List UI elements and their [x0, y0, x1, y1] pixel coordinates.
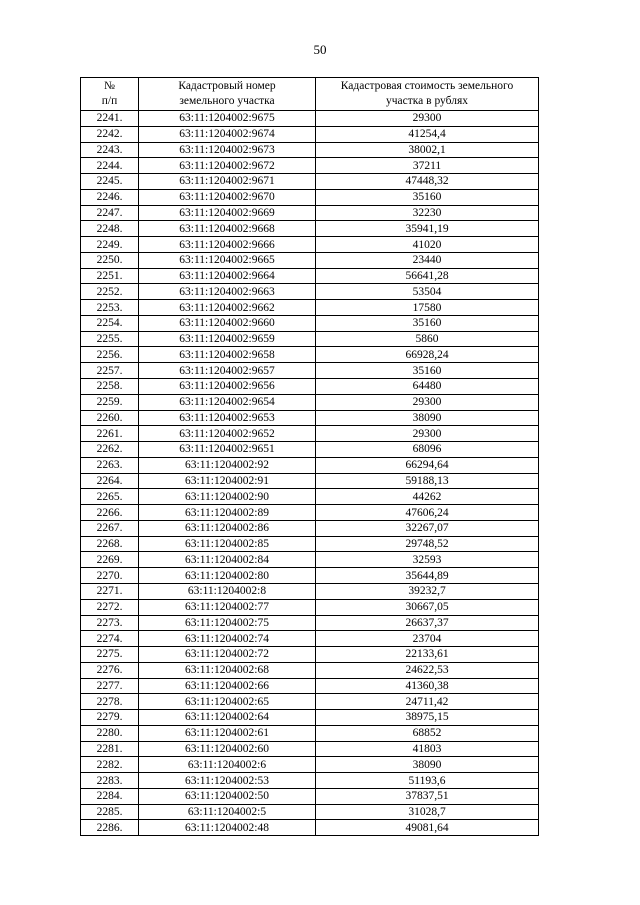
row-number-cell: 2254.: [81, 315, 139, 331]
cadastral-value-cell: 64480: [316, 379, 539, 395]
row-number-cell: 2262.: [81, 442, 139, 458]
cadastral-number-cell: 63:11:1204002:9663: [139, 284, 316, 300]
table-row: [81, 300, 539, 316]
row-number-cell: 2278.: [81, 694, 139, 710]
row-number-cell: 2282.: [81, 757, 139, 773]
cadastral-value-cell: 44262: [316, 489, 539, 505]
cadastral-value-cell: 29748,52: [316, 536, 539, 552]
row-number-cell: 2250.: [81, 252, 139, 268]
cadastral-value-cell: 32267,07: [316, 520, 539, 536]
table-row: [81, 410, 539, 426]
table-row: [81, 457, 539, 473]
cadastral-value-cell: 24711,42: [316, 694, 539, 710]
cadastral-number-cell: 63:11:1204002:84: [139, 552, 316, 568]
header-cell-cadastral-number: [139, 78, 316, 111]
table-row: [81, 631, 539, 647]
header-cell-cadastral-value: [316, 78, 539, 111]
row-number-cell: 2285.: [81, 804, 139, 820]
cadastral-value-cell: 35941,19: [316, 221, 539, 237]
cadastral-value-cell: 59188,13: [316, 473, 539, 489]
cadastral-value-cell: 41020: [316, 237, 539, 253]
table-row: [81, 647, 539, 663]
row-number-cell: 2277.: [81, 678, 139, 694]
table-header: [81, 78, 539, 111]
table-row: [81, 268, 539, 284]
row-number-cell: 2246.: [81, 189, 139, 205]
row-number-cell: 2257.: [81, 363, 139, 379]
cadastral-number-cell: 63:11:1204002:90: [139, 489, 316, 505]
table-body: [81, 111, 539, 836]
row-number-cell: 2286.: [81, 820, 139, 836]
cadastral-value-cell: 68096: [316, 442, 539, 458]
table-row: [81, 252, 539, 268]
table-row: [81, 725, 539, 741]
cadastral-number-cell: 63:11:1204002:9662: [139, 300, 316, 316]
header-cell-number: [81, 78, 139, 111]
cadastral-value-cell: 56641,28: [316, 268, 539, 284]
cadastral-number-cell: 63:11:1204002:48: [139, 820, 316, 836]
row-number-cell: 2264.: [81, 473, 139, 489]
page-number: 50: [313, 42, 327, 57]
cadastral-value-cell: 5860: [316, 331, 539, 347]
table-row: [81, 363, 539, 379]
row-number-cell: 2242.: [81, 126, 139, 142]
cadastral-value-cell: 23440: [316, 252, 539, 268]
cadastral-number-cell: 63:11:1204002:9672: [139, 158, 316, 174]
row-number-cell: 2261.: [81, 426, 139, 442]
row-number-cell: 2267.: [81, 520, 139, 536]
cadastral-value-table: [80, 77, 539, 836]
cadastral-number-cell: 63:11:1204002:61: [139, 725, 316, 741]
cadastral-number-cell: 63:11:1204002:9668: [139, 221, 316, 237]
table-row: [81, 442, 539, 458]
cadastral-number-cell: 63:11:1204002:9666: [139, 237, 316, 253]
table-row: [81, 379, 539, 395]
cadastral-number-cell: 63:11:1204002:9653: [139, 410, 316, 426]
cadastral-value-cell: 26637,37: [316, 615, 539, 631]
cadastral-number-cell: 63:11:1204002:53: [139, 773, 316, 789]
cadastral-value-cell: 49081,64: [316, 820, 539, 836]
cadastral-value-cell: 35160: [316, 189, 539, 205]
header-line: №: [104, 80, 115, 92]
cadastral-value-cell: 41803: [316, 741, 539, 757]
table-row: [81, 757, 539, 773]
row-number-cell: 2247.: [81, 205, 139, 221]
table-row: [81, 552, 539, 568]
cadastral-number-cell: 63:11:1204002:65: [139, 694, 316, 710]
table-row: [81, 473, 539, 489]
cadastral-number-cell: 63:11:1204002:68: [139, 662, 316, 678]
header-line: Кадастровая стоимость земельного: [340, 80, 514, 92]
cadastral-value-cell: 47606,24: [316, 505, 539, 521]
cadastral-number-cell: 63:11:1204002:9652: [139, 426, 316, 442]
table-row: [81, 710, 539, 726]
row-number-cell: 2270.: [81, 568, 139, 584]
table-row: [81, 583, 539, 599]
table-row: [81, 694, 539, 710]
table-row: [81, 520, 539, 536]
table-row: [81, 315, 539, 331]
cadastral-number-cell: 63:11:1204002:9658: [139, 347, 316, 363]
row-number-cell: 2279.: [81, 710, 139, 726]
row-number-cell: 2269.: [81, 552, 139, 568]
table-row: [81, 820, 539, 836]
table-row: [81, 347, 539, 363]
row-number-cell: 2268.: [81, 536, 139, 552]
table-row: [81, 142, 539, 158]
table-row: [81, 237, 539, 253]
cadastral-value-cell: 37837,51: [316, 788, 539, 804]
row-number-cell: 2273.: [81, 615, 139, 631]
cadastral-number-cell: 63:11:1204002:85: [139, 536, 316, 552]
cadastral-number-cell: 63:11:1204002:9664: [139, 268, 316, 284]
table-row: [81, 662, 539, 678]
table-row: [81, 158, 539, 174]
cadastral-value-cell: 41254,4: [316, 126, 539, 142]
cadastral-value-cell: 22133,61: [316, 647, 539, 663]
table-row: [81, 568, 539, 584]
cadastral-number-cell: 63:11:1204002:9674: [139, 126, 316, 142]
cadastral-number-cell: 63:11:1204002:9659: [139, 331, 316, 347]
cadastral-number-cell: 63:11:1204002:9670: [139, 189, 316, 205]
table-row: [81, 394, 539, 410]
cadastral-value-cell: 35160: [316, 315, 539, 331]
cadastral-value-cell: 47448,32: [316, 174, 539, 190]
header-line: п/п: [101, 95, 118, 107]
cadastral-value-cell: 41360,38: [316, 678, 539, 694]
cadastral-number-cell: 63:11:1204002:91: [139, 473, 316, 489]
cadastral-number-cell: 63:11:1204002:5: [139, 804, 316, 820]
row-number-cell: 2275.: [81, 647, 139, 663]
row-number-cell: 2244.: [81, 158, 139, 174]
table-row: [81, 536, 539, 552]
table-row: [81, 426, 539, 442]
row-number-cell: 2266.: [81, 505, 139, 521]
table-row: [81, 331, 539, 347]
table-row: [81, 126, 539, 142]
cadastral-number-cell: 63:11:1204002:9657: [139, 363, 316, 379]
header-line: Кадастровый номер: [178, 80, 276, 92]
row-number-cell: 2284.: [81, 788, 139, 804]
cadastral-value-cell: 38002,1: [316, 142, 539, 158]
cadastral-number-cell: 63:11:1204002:66: [139, 678, 316, 694]
cadastral-value-cell: 53504: [316, 284, 539, 300]
row-number-cell: 2255.: [81, 331, 139, 347]
cadastral-value-cell: 38090: [316, 757, 539, 773]
row-number-cell: 2253.: [81, 300, 139, 316]
row-number-cell: 2241.: [81, 111, 139, 127]
cadastral-number-cell: 63:11:1204002:64: [139, 710, 316, 726]
table-row: [81, 773, 539, 789]
row-number-cell: 2245.: [81, 174, 139, 190]
cadastral-number-cell: 63:11:1204002:72: [139, 647, 316, 663]
row-number-cell: 2243.: [81, 142, 139, 158]
cadastral-value-cell: 38975,15: [316, 710, 539, 726]
row-number-cell: 2258.: [81, 379, 139, 395]
table-row: [81, 284, 539, 300]
cadastral-number-cell: 63:11:1204002:60: [139, 741, 316, 757]
table-row: [81, 111, 539, 127]
cadastral-number-cell: 63:11:1204002:89: [139, 505, 316, 521]
row-number-cell: 2271.: [81, 583, 139, 599]
header-line: земельного участка: [179, 95, 275, 107]
cadastral-number-cell: 63:11:1204002:9673: [139, 142, 316, 158]
cadastral-value-cell: 39232,7: [316, 583, 539, 599]
table-row: [81, 221, 539, 237]
table-row: [81, 615, 539, 631]
row-number-cell: 2276.: [81, 662, 139, 678]
row-number-cell: 2263.: [81, 457, 139, 473]
table-row: [81, 599, 539, 615]
cadastral-value-cell: 17580: [316, 300, 539, 316]
row-number-cell: 2251.: [81, 268, 139, 284]
cadastral-number-cell: 63:11:1204002:9669: [139, 205, 316, 221]
row-number-cell: 2256.: [81, 347, 139, 363]
cadastral-number-cell: 63:11:1204002:6: [139, 757, 316, 773]
table-row: [81, 788, 539, 804]
cadastral-value-cell: 30667,05: [316, 599, 539, 615]
table-row: [81, 205, 539, 221]
table-row: [81, 489, 539, 505]
header-row: [81, 78, 539, 111]
cadastral-value-cell: 32230: [316, 205, 539, 221]
cadastral-number-cell: 63:11:1204002:9654: [139, 394, 316, 410]
cadastral-value-cell: 29300: [316, 426, 539, 442]
cadastral-value-cell: 29300: [316, 394, 539, 410]
cadastral-number-cell: 63:11:1204002:80: [139, 568, 316, 584]
cadastral-value-cell: 37211: [316, 158, 539, 174]
row-number-cell: 2260.: [81, 410, 139, 426]
table-row: [81, 189, 539, 205]
cadastral-value-cell: 24622,53: [316, 662, 539, 678]
row-number-cell: 2281.: [81, 741, 139, 757]
row-number-cell: 2259.: [81, 394, 139, 410]
table-row: [81, 678, 539, 694]
cadastral-value-cell: 35160: [316, 363, 539, 379]
table-row: [81, 741, 539, 757]
table-row: [81, 174, 539, 190]
row-number-cell: 2249.: [81, 237, 139, 253]
cadastral-value-cell: 38090: [316, 410, 539, 426]
cadastral-number-cell: 63:11:1204002:75: [139, 615, 316, 631]
cadastral-number-cell: 63:11:1204002:9671: [139, 174, 316, 190]
row-number-cell: 2265.: [81, 489, 139, 505]
cadastral-value-cell: 68852: [316, 725, 539, 741]
cadastral-value-cell: 35644,89: [316, 568, 539, 584]
header-line: участка в рублях: [385, 95, 468, 107]
row-number-cell: 2248.: [81, 221, 139, 237]
cadastral-value-cell: 29300: [316, 111, 539, 127]
table-row: [81, 505, 539, 521]
cadastral-number-cell: 63:11:1204002:92: [139, 457, 316, 473]
cadastral-value-cell: 66928,24: [316, 347, 539, 363]
cadastral-number-cell: 63:11:1204002:9651: [139, 442, 316, 458]
row-number-cell: 2274.: [81, 631, 139, 647]
cadastral-number-cell: 63:11:1204002:86: [139, 520, 316, 536]
cadastral-number-cell: 63:11:1204002:77: [139, 599, 316, 615]
row-number-cell: 2252.: [81, 284, 139, 300]
cadastral-value-cell: 31028,7: [316, 804, 539, 820]
cadastral-number-cell: 63:11:1204002:74: [139, 631, 316, 647]
cadastral-value-cell: 23704: [316, 631, 539, 647]
cadastral-number-cell: 63:11:1204002:9665: [139, 252, 316, 268]
cadastral-value-cell: 66294,64: [316, 457, 539, 473]
cadastral-number-cell: 63:11:1204002:9675: [139, 111, 316, 127]
row-number-cell: 2280.: [81, 725, 139, 741]
cadastral-value-cell: 32593: [316, 552, 539, 568]
row-number-cell: 2283.: [81, 773, 139, 789]
table-row: [81, 804, 539, 820]
cadastral-number-cell: 63:11:1204002:9660: [139, 315, 316, 331]
cadastral-value-cell: 51193,6: [316, 773, 539, 789]
cadastral-number-cell: 63:11:1204002:50: [139, 788, 316, 804]
cadastral-number-cell: 63:11:1204002:8: [139, 583, 316, 599]
row-number-cell: 2272.: [81, 599, 139, 615]
cadastral-number-cell: 63:11:1204002:9656: [139, 379, 316, 395]
